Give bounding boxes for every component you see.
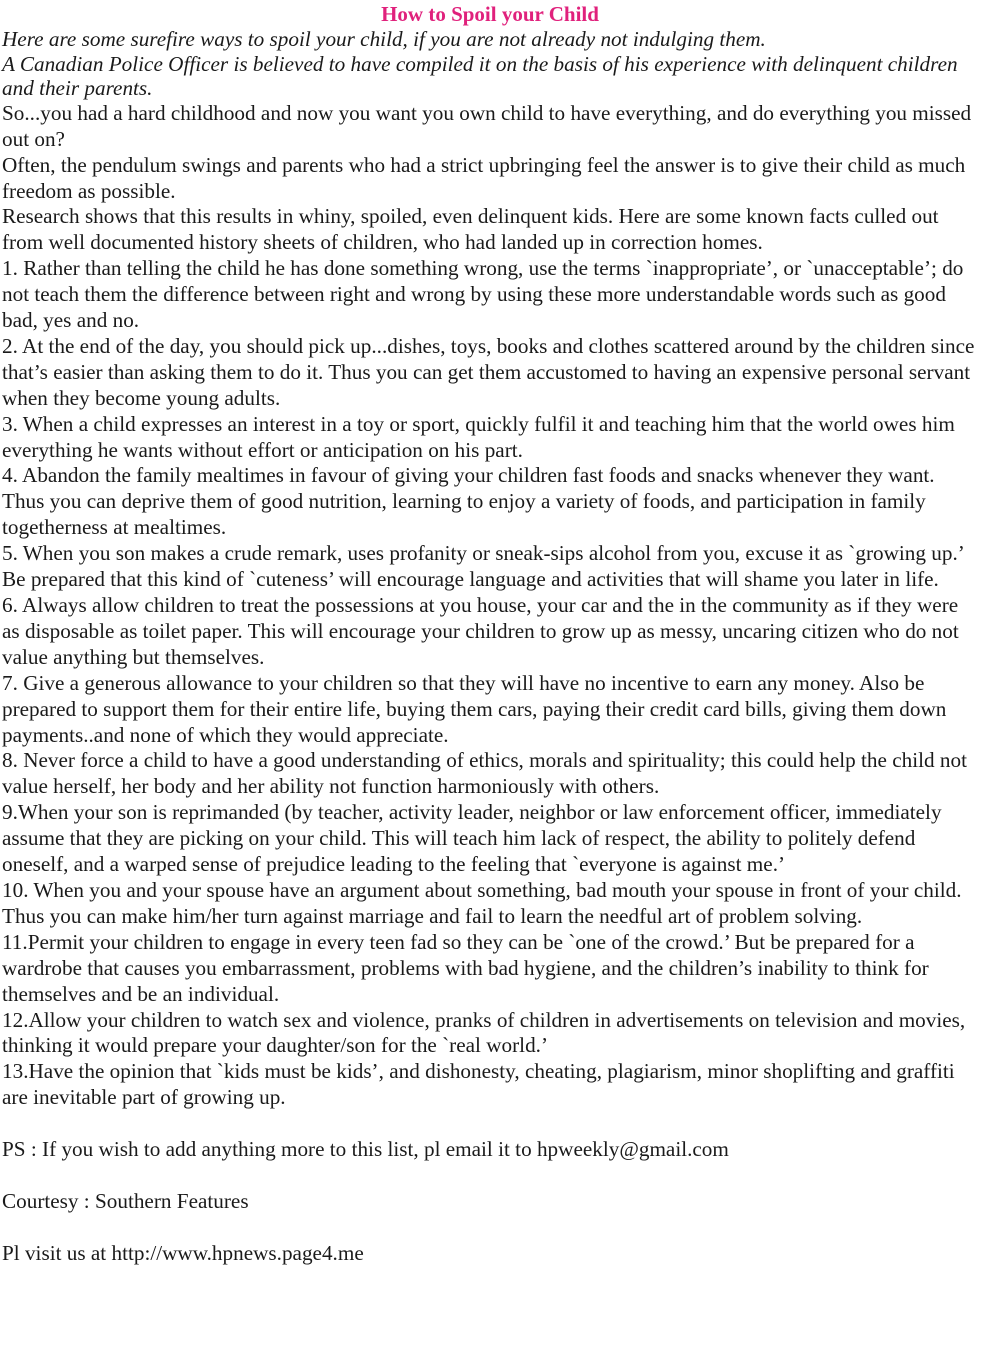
- list-item: 7. Give a generous allowance to your children so that they will have no incentive to earn any money. Also be prepared to support them for their entire life, buying them cars, paying their credit card bills, giving them down payments..and none of which they would appreciate.: [2, 670, 947, 747]
- list-item: 6. Always allow children to treat the possessions at you house, your car and the in the community as if they were as disposable as toilet paper. This will encourage your children to grow up as messy, uncaring citizen who do not value anything but themselves.: [2, 593, 959, 669]
- body-paragraph: Often, the pendulum swings and parents who had a strict upbringing feel the answer is to give their child as much freedom as possible.: [2, 152, 966, 203]
- intro-line: A Canadian Police Officer is believed to have compiled it on the basis of his experience with delinquent children and their parents.: [2, 51, 958, 101]
- spacer: [2, 1215, 978, 1241]
- list-item: 11.Permit your children to engage in every teen fad so they can be `one of the crowd.’ But be prepared for a wardrobe that causes you embarrassment, problems with bad hygiene, and the children’s inability to think for themselves and be an individual.: [2, 929, 929, 1006]
- list-item: 1. Rather than telling the child he has done something wrong, use the terms `inappropriate’, or `unacceptable’; do not teach them the difference between right and wrong by using these more understandable words such as good bad, yes and no.: [2, 256, 964, 333]
- body-paragraph: Research shows that this results in whiny, spoiled, even delinquent kids. Here are some known facts culled out from well documented history sheets of children, who had landed up in correction homes.: [2, 204, 939, 255]
- list-item: 5. When you son makes a crude remark, uses profanity or sneak-sips alcohol from you, excuse it as `growing up.’ Be prepared that this kind of `cuteness’ will encourage language and activities that will shame you later in life.: [2, 541, 964, 592]
- article-title: How to Spoil your Child: [381, 2, 599, 26]
- courtesy-line: Courtesy : Southern Features: [2, 1188, 249, 1213]
- intro-line: Here are some surefire ways to spoil your child, if you are not already not indulging them.: [2, 27, 766, 51]
- list-item: 4. Abandon the family mealtimes in favour of giving your children fast foods and snacks whenever they want. Thus you can deprive them of good nutrition, learning to enjoy a variety of foods, and participation in family togetherness at mealtimes.: [2, 463, 935, 540]
- list-item: 2. At the end of the day, you should pick up...dishes, toys, books and clothes scattered around by the children since that’s easier than asking them to do it. Thus you can get them accustomed to having an expensive personal servant when they become young adults.: [2, 333, 975, 410]
- spacer: [2, 1111, 978, 1137]
- list-item: 13.Have the opinion that `kids must be kids’, and dishonesty, cheating, plagiarism, minor shoplifting and graffiti are inevitable part of growing up.: [2, 1059, 955, 1110]
- list-item: 12.Allow your children to watch sex and violence, pranks of children in advertisements on television and movies, thinking it would prepare your daughter/son for the `real world.’: [2, 1007, 966, 1058]
- list-item: 8. Never force a child to have a good understanding of ethics, morals and spirituality; this could help the child not value herself, her body and her ability not function harmoniously with others.: [2, 748, 967, 799]
- spacer: [2, 1163, 978, 1189]
- list-item: 9.When your son is reprimanded (by teacher, activity leader, neighbor or law enforcement officer, immediately assume that they are picking on your child. This will teach him lack of respect, the ability to politely defend oneself, and a warped sense of prejudice leading to the feeling that `everyone is against me.’: [2, 800, 942, 877]
- list-item: 10. When you and your spouse have an argument about something, bad mouth your spouse in front of your child. Thus you can make him/her turn against marriage and fail to learn the needful art of problem solving.: [2, 877, 962, 928]
- body-paragraph: So...you had a hard childhood and now you want you own child to have everything, and do everything you missed out on?: [2, 100, 972, 151]
- visit-line: Pl visit us at http://www.hpnews.page4.me: [2, 1240, 364, 1265]
- article: [2, 0, 978, 1267]
- ps-note: PS : If you wish to add anything more to this list, pl email it to hpweekly@gmail.com: [2, 1137, 729, 1162]
- list-item: 3. When a child expresses an interest in a toy or sport, quickly fulfil it and teaching him that the world owes him everything he wants without effort or anticipation on his part.: [2, 411, 955, 462]
